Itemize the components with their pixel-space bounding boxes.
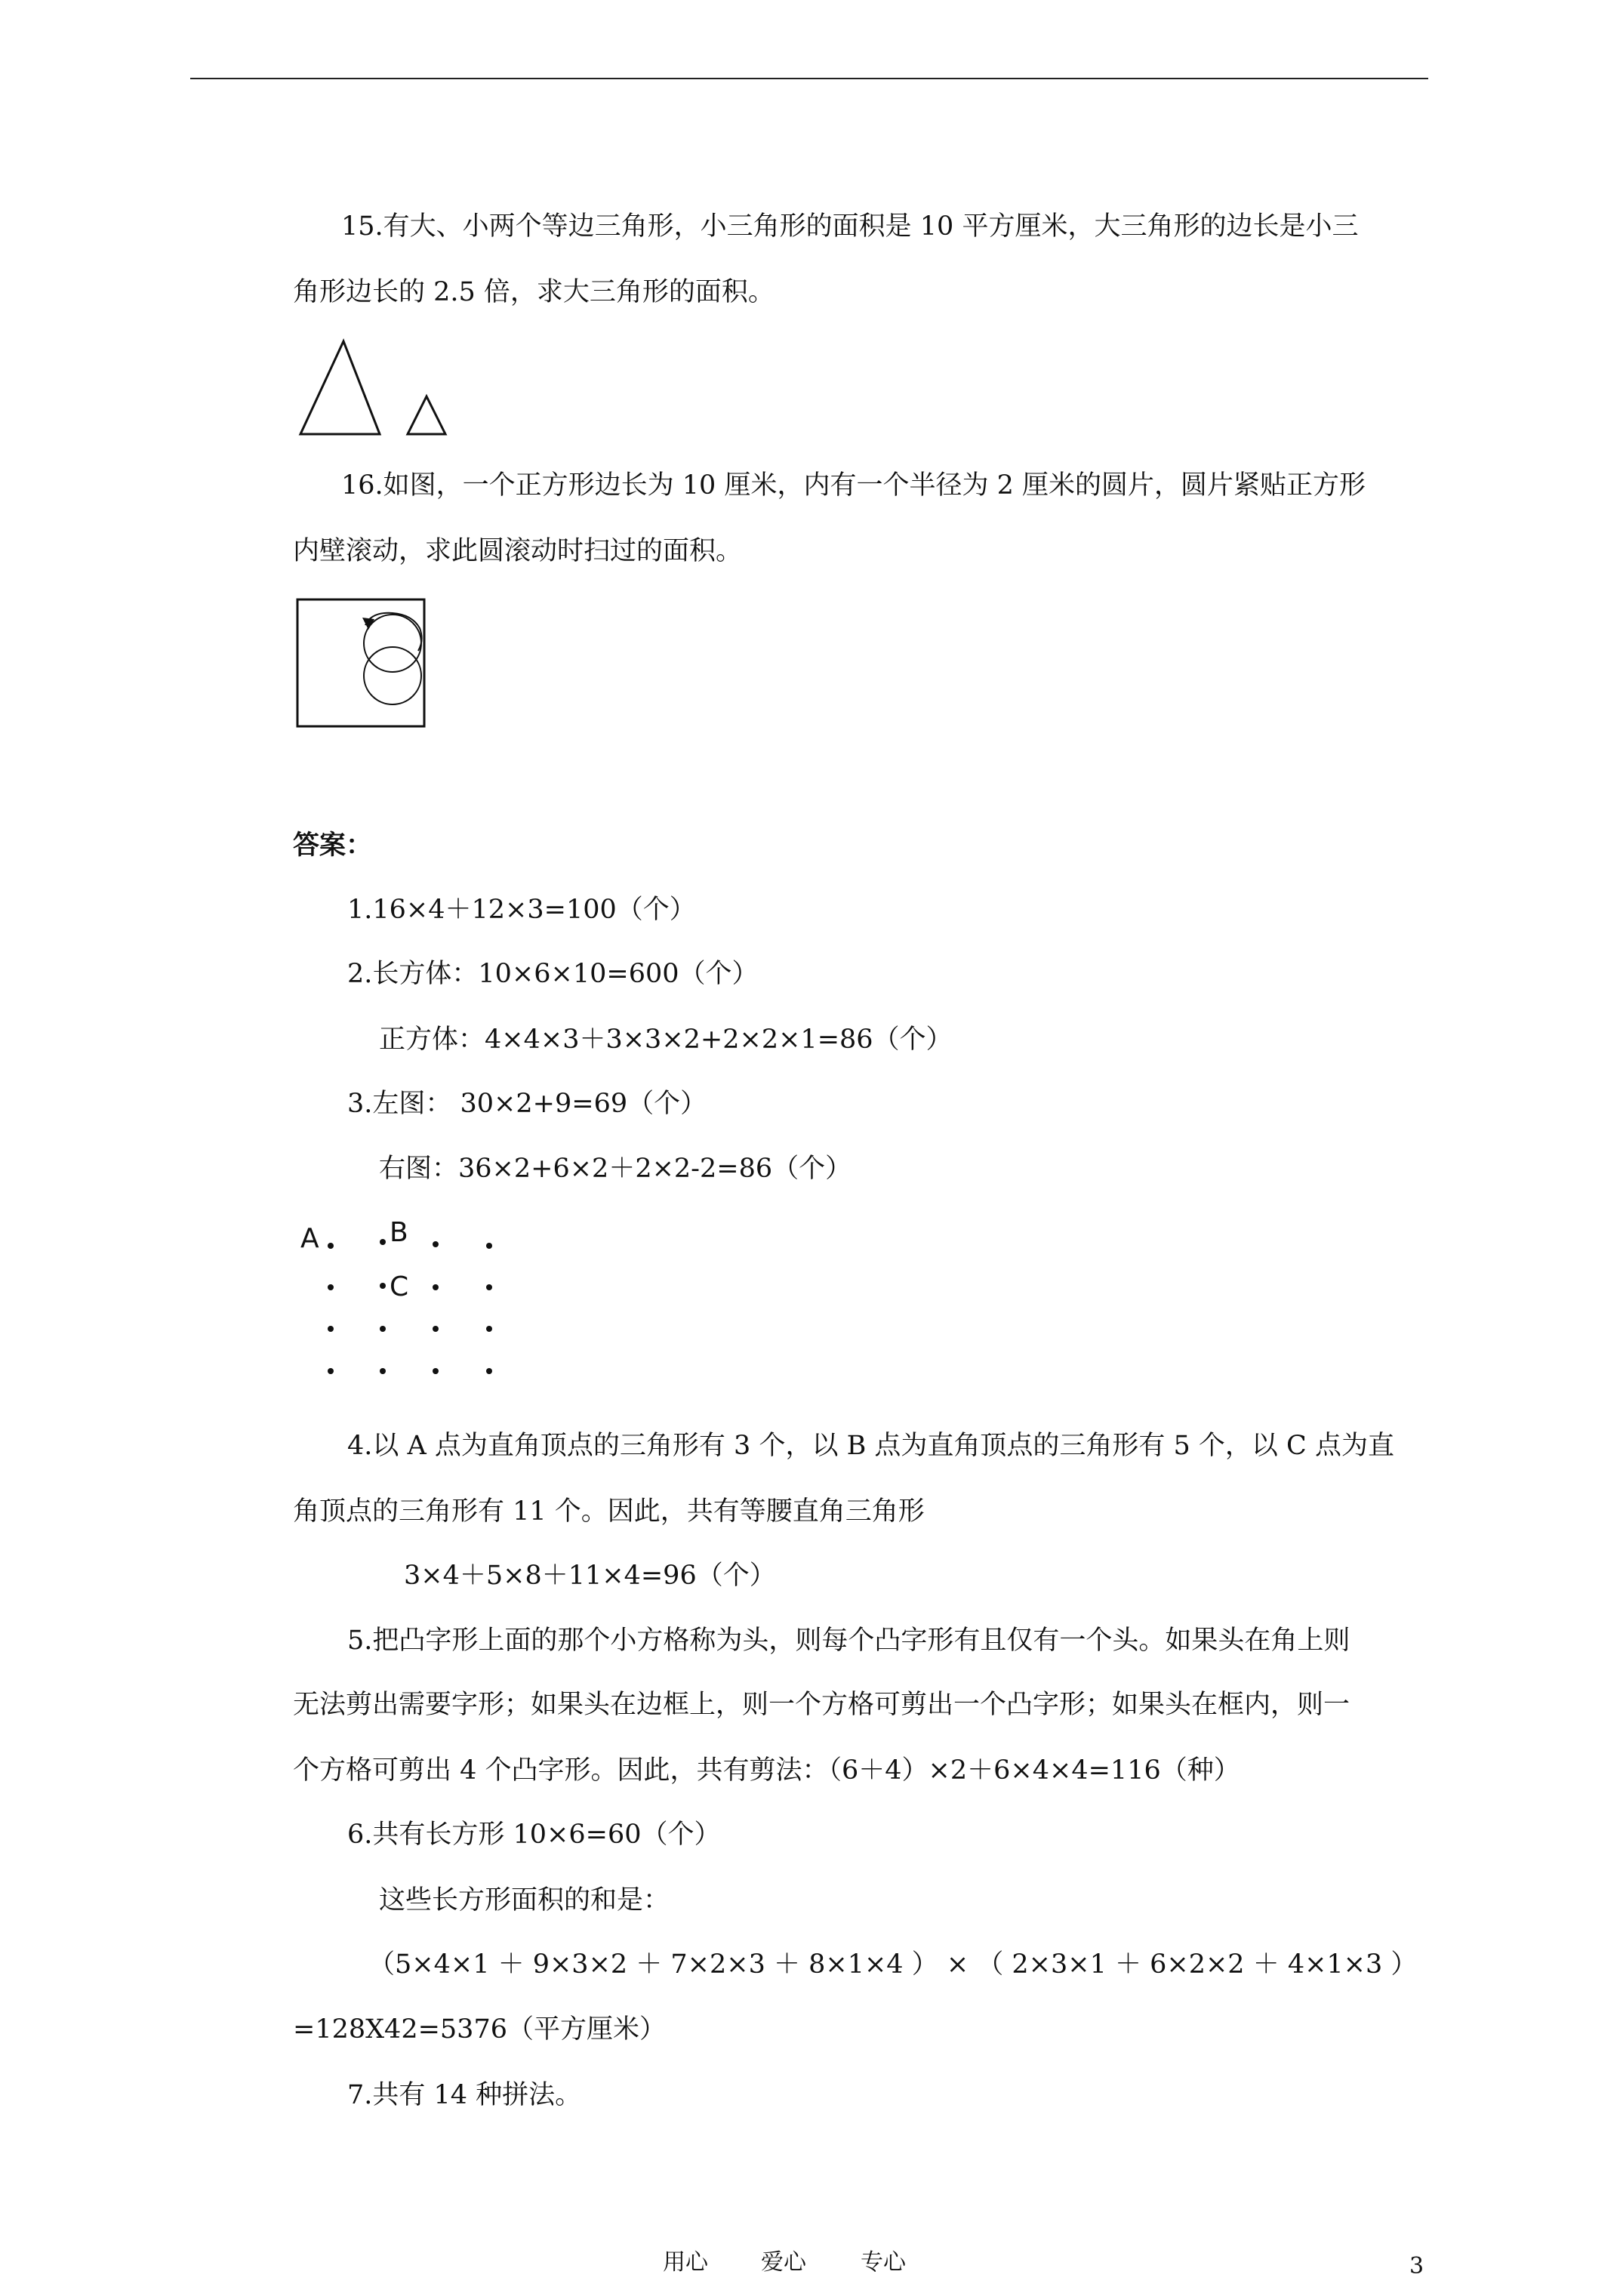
answer-4-line-2: 角顶点的三角形有 11 个。因此，共有等腰直角三角形 — [293, 1496, 925, 1527]
square-frame — [297, 599, 424, 726]
dot-label-b: B — [390, 1217, 408, 1248]
answer-4-line-3: 3×4＋5×8＋11×4=96（个） — [404, 1561, 776, 1591]
rolling-arrow — [365, 613, 422, 651]
answer-5-line-1: 5.把凸字形上面的那个小方格称为头，则每个凸字形有且仅有一个头。如果头在角上则 — [347, 1626, 1350, 1656]
answer-3-line-1: 3.左图： 30×2+9=69（个） — [347, 1089, 707, 1119]
answer-3-line-2: 右图：36×2+6×2＋2×2-2=86（个） — [379, 1154, 852, 1184]
answer-2-line-1: 2.长方体：10×6×10=600（个） — [347, 959, 759, 989]
dot-grid-figure — [287, 1208, 521, 1389]
grid-dots — [328, 1239, 492, 1374]
rolling-circle-figure — [287, 589, 453, 740]
answers-heading: 答案： — [293, 830, 373, 861]
footer-item-1: 用心 — [663, 2249, 708, 2276]
answer-5-line-2: 无法剪出需要字形；如果头在边框上，则一个方格可剪出一个凸字形；如果头在框内，则一 — [293, 1690, 1350, 1720]
footer-item-2: 爱心 — [761, 2249, 806, 2276]
triangles-figure — [287, 332, 468, 445]
answer-6-line-1: 6.共有长方形 10×6=60（个） — [347, 1820, 721, 1850]
small-triangle — [408, 396, 445, 434]
footer-item-3: 专心 — [861, 2249, 906, 2276]
dot-label-c: C — [390, 1271, 409, 1302]
q15-line-1: 15.有大、小两个等边三角形，小三角形的面积是 10 平方厘米，大三角形的边长是小三 — [341, 211, 1359, 242]
answer-6-line-4: =128X42=5376（平方厘米） — [293, 2014, 666, 2045]
page-number: 3 — [1409, 2253, 1424, 2279]
answer-6-line-3: （5×4×1 ＋ 9×3×2 ＋ 7×2×3 ＋ 8×1×4 ） × （ 2×3×1 ＋ 6×2×2 ＋ 4×1×3 ） — [368, 1949, 1418, 1980]
answer-5-line-3: 个方格可剪出 4 个凸字形。因此，共有剪法：（6＋4）×2＋6×4×4=116（种） — [293, 1755, 1240, 1786]
answer-1: 1.16×4＋12×3=100（个） — [347, 895, 696, 925]
header-rule — [190, 78, 1428, 79]
circle-position-1 — [364, 615, 421, 672]
circle-position-2 — [364, 647, 421, 704]
q16-line-1: 16.如图，一个正方形边长为 10 厘米，内有一个半径为 2 厘米的圆片，圆片紧贴正方形 — [341, 470, 1366, 501]
q16-line-2: 内壁滚动，求此圆滚动时扫过的面积。 — [293, 536, 743, 566]
answer-2-line-2: 正方体：4×4×3＋3×3×2+2×2×1=86（个） — [379, 1025, 953, 1055]
answer-7: 7.共有 14 种拼法。 — [347, 2080, 582, 2110]
dot-label-a: A — [300, 1223, 319, 1254]
q15-line-2: 角形边长的 2.5 倍，求大三角形的面积。 — [293, 277, 775, 307]
answer-6-line-2: 这些长方形面积的和是： — [379, 1885, 670, 1915]
answer-4-line-1: 4.以 A 点为直角顶点的三角形有 3 个，以 B 点为直角顶点的三角形有 5 个，以 C 点为直 — [347, 1431, 1394, 1461]
large-triangle — [300, 341, 380, 434]
